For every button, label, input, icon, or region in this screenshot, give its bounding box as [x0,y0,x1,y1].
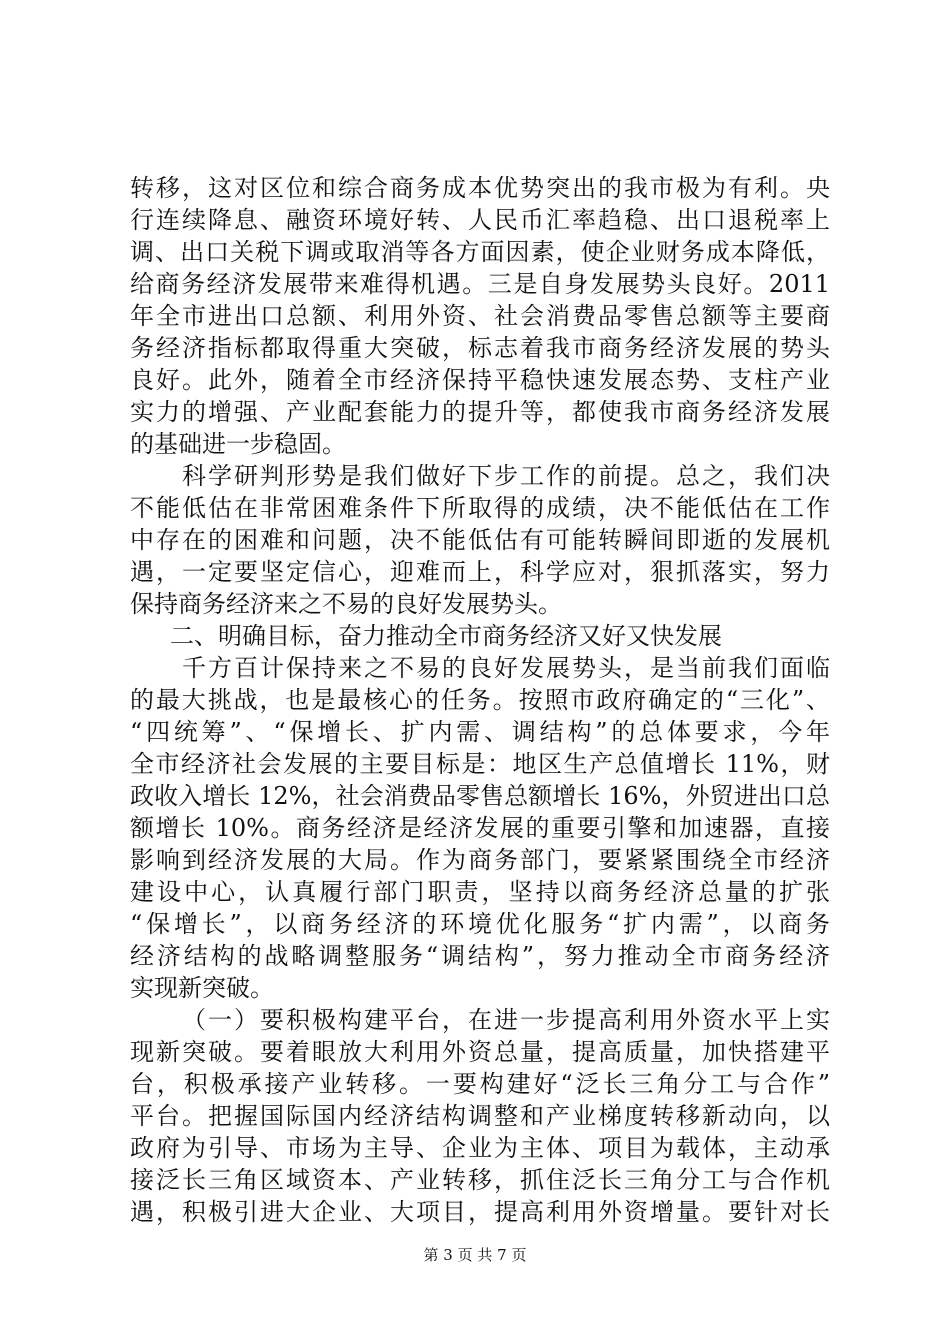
text-line: 影响到经济发展的大局。作为商务部门，要紧紧围绕全市经济 [130,846,830,874]
text-line: 建设中心，认真履行部门职责，坚持以商务经济总量的扩张 [130,878,830,906]
text-line: 调、出口关税下调或取消等各方面因素，使企业财务成本降低， [130,238,830,266]
text-line: 政收入增长 12%，社会消费品零售总额增长 16%，外贸进出口总 [130,782,830,810]
body-text [130,172,830,1228]
text-line: 行连续降息、融资环境好转、人民币汇率趋稳、出口退税率上 [130,206,830,234]
text-line: 的最大挑战，也是最核心的任务。按照市政府确定的“三化”、 [130,686,830,714]
text-line: 遇，积极引进大企业、大项目，提高利用外资增量。要针对长 [130,1198,830,1226]
text-line: 经济结构的战略调整服务“调结构”，努力推动全市商务经济 [130,942,830,970]
text-line: 务经济指标都取得重大突破，标志着我市商务经济发展的势头 [130,334,830,362]
paragraph-start-line: 千方百计保持来之不易的良好发展势头，是当前我们面临 [182,654,830,682]
text-line: 遇，一定要坚定信心，迎难而上，科学应对，狠抓落实，努力 [130,558,830,586]
subsection-start-line: （一）要积极构建平台，在进一步提高利用外资水平上实 [182,1006,830,1034]
text-line: 转移，这对区位和综合商务成本优势突出的我市极为有利。央 [130,174,830,202]
text-line: 政府为引导、市场为主导、企业为主体、项目为载体，主动承 [130,1134,830,1162]
text-line: 实现新突破。 [130,974,274,1002]
text-line: 保持商务经济来之不易的良好发展势头。 [130,590,562,618]
text-line: 平台。把握国际国内经济结构调整和产业梯度转移新动向，以 [130,1102,830,1130]
text-line: 额增长 10%。商务经济是经济发展的重要引擎和加速器，直接 [130,814,830,842]
paragraph-start-line: 科学研判形势是我们做好下步工作的前提。总之，我们决 [182,462,830,490]
text-line: “保增长”，以商务经济的环境优化服务“扩内需”，以商务 [130,910,830,938]
text-line: 现新突破。要着眼放大利用外资总量，提高质量，加快搭建平 [130,1038,830,1066]
text-line: “四统筹”、“保增长、扩内需、调结构”的总体要求，今年 [130,718,830,746]
text-line: 中存在的困难和问题，决不能低估有可能转瞬间即逝的发展机 [130,526,830,554]
text-line: 年全市进出口总额、利用外资、社会消费品零售总额等主要商 [130,302,830,330]
text-line: 全市经济社会发展的主要目标是：地区生产总值增长 11%，财 [130,750,830,778]
text-line: 接泛长三角区域资本、产业转移，抓住泛长三角分工与合作机 [130,1166,830,1194]
text-line: 实力的增强、产业配套能力的提升等，都使我市商务经济发展 [130,398,830,426]
text-line: 不能低估在非常困难条件下所取得的成绩，决不能低估在工作 [130,494,830,522]
text-line: 的基础进一步稳固。 [130,430,346,458]
text-line: 台，积极承接产业转移。一要构建好“泛长三角分工与合作” [130,1070,830,1098]
text-line: 给商务经济发展带来难得机遇。三是自身发展势头良好。2011 [130,270,830,298]
text-line: 良好。此外，随着全市经济保持平稳快速发展态势、支柱产业 [130,366,830,394]
section-heading: 二、明确目标，奋力推动全市商务经济又好又快发展 [170,622,722,650]
page-number-footer: 第 3 页 共 7 页 [423,1246,527,1264]
